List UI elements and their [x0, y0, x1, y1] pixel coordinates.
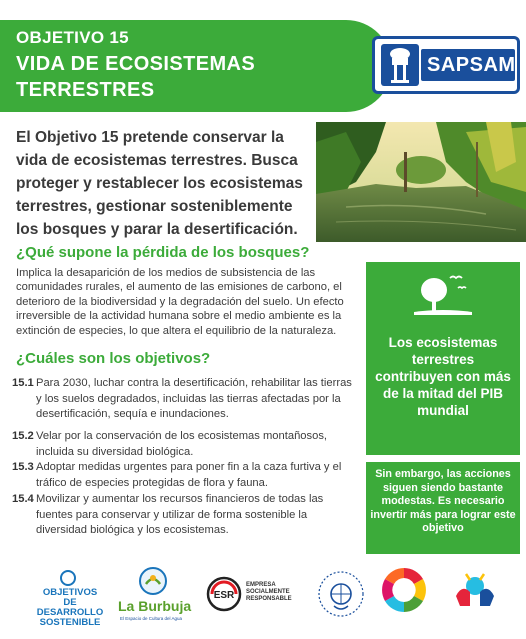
esr-line: EMPRESA — [246, 582, 276, 588]
la-burbuja-logo — [114, 566, 194, 626]
ods-line: SOSTENIBLE — [39, 617, 101, 628]
forest-river-photo — [316, 122, 526, 242]
objective-number: 15.1 — [12, 377, 34, 389]
list-item — [12, 429, 357, 460]
objective-number: OBJETIVO 15 — [16, 28, 129, 47]
gdp-fact-text: Los ecosistemas terrestres contribuyen con más de la mitad del PIB mundial — [375, 335, 511, 418]
list-item — [12, 460, 357, 491]
investment-note-panel — [366, 462, 520, 554]
esr-line: RESPONSABLE — [246, 596, 292, 602]
hands-globe-icon — [452, 566, 498, 612]
ods-line: DE DESARROLLO — [36, 597, 104, 618]
esr-seal-icon — [206, 576, 242, 612]
forest-loss-heading: ¿Qué supone la pérdida de los bosques? — [16, 244, 310, 261]
esr-mark: ESR — [213, 590, 235, 601]
intro-paragraph: El Objetivo 15 pretende conservar la vida de ecosistemas terrestres. Busca proteger y restablecer los ecosistemas terrestres, gestionar sosteniblemente los bosques y parar la desertificación. — [16, 129, 303, 238]
logo-text: SAPSAM — [427, 54, 516, 76]
sdg-wheel-icon — [380, 566, 428, 614]
sapsam-logo — [372, 36, 520, 94]
objective-number: 15.2 — [12, 430, 34, 442]
bubble-icon — [138, 566, 168, 596]
investment-note-text: Sin embargo, las acciones siguen siendo bastante modestas. Es necesario invertir más para lograr este objetivo — [370, 468, 516, 534]
un-global-compact-logo — [312, 566, 370, 626]
tree-birds-icon — [410, 268, 476, 320]
un-globe-icon — [60, 570, 76, 586]
la-burbuja-text: La Burbuja — [118, 598, 192, 614]
objective-number: 15.4 — [12, 493, 34, 505]
objective-title-line1: VIDA DE ECOSISTEMAS — [16, 53, 256, 75]
objective-text: Velar por la conservación de los ecosistemas montañosos, incluida su diversidad biológica. — [36, 430, 328, 458]
la-burbuja-subtitle: El Espacio de Cultura del Agua — [120, 616, 183, 621]
list-item — [12, 492, 357, 539]
footer-logos — [0, 556, 526, 639]
objective-text: Adoptar medidas urgentes para poner fin a la caza furtiva y el tráfico de especies protegidas de flora y fauna. — [36, 461, 342, 489]
esr-logo — [206, 574, 304, 614]
objective-text: Movilizar y aumentar los recursos financieros de todas las fuentes para conservar y utilizar de forma sostenible la diversidad biológica y los ecosistemas. — [36, 493, 324, 536]
esr-line: SOCIALMENTE — [246, 589, 290, 595]
objective-number: 15.3 — [12, 461, 34, 473]
water-tower-icon — [381, 44, 419, 86]
objective-text: Para 2030, luchar contra la desertificación, rehabilitar las tierras y los suelos degradados, incluidas las tierras afectadas por la desertificación, sequía e inundaciones. — [36, 377, 352, 420]
objective-title-line2: TERRESTRES — [16, 79, 155, 101]
list-item — [12, 376, 357, 423]
objectives-heading: ¿Cuáles son los objetivos? — [16, 350, 211, 367]
forest-loss-paragraph: Implica la desaparición de los medios de subsistencia de las comunidades rurales, el aumento de las emisiones de carbono, el deterioro de la biodiversidad y la degradación del suelo. Un efecto irreversible de la actividad humana sobre el medio ambiente es la extinción de especies, lo que altera el equilibrio de la naturaleza. — [16, 267, 344, 337]
ods-line: OBJETIVOS — [42, 587, 98, 598]
gdp-fact-panel — [366, 262, 520, 455]
header-banner — [0, 20, 392, 112]
